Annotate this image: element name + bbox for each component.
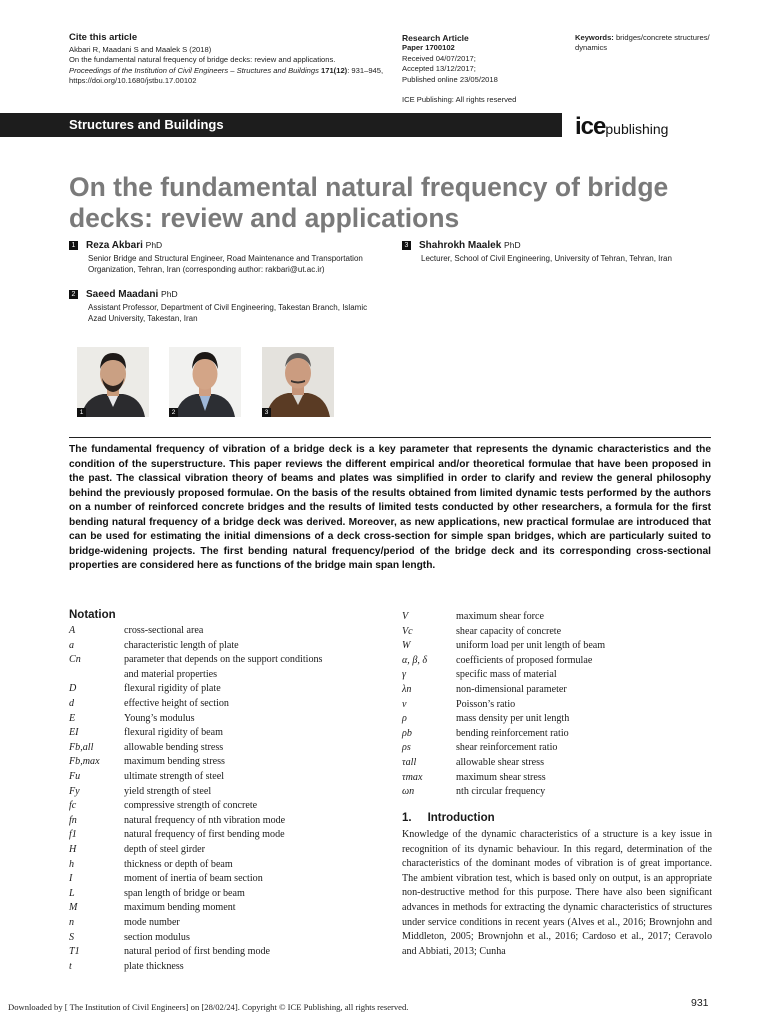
notation-symbol: λn xyxy=(402,684,412,695)
author-affiliation: Lecturer, School of Civil Engineering, University of Tehran, Tehran, Iran xyxy=(421,254,672,263)
notation-symbol: τmax xyxy=(402,771,423,783)
notation-symbol: S xyxy=(69,931,75,943)
notation-symbol: h xyxy=(69,858,75,870)
notation-definition: nth circular frequency xyxy=(456,786,546,798)
photo-number: 2 xyxy=(169,408,178,417)
notation-symbol: γ xyxy=(402,669,406,681)
notation-definition: section modulus xyxy=(124,931,190,943)
notation-definition: flexural rigidity of plate xyxy=(124,683,221,695)
notation-symbol: Fb,max xyxy=(69,756,100,768)
notation-definition: ultimate strength of steel xyxy=(124,771,225,782)
notation-symbol: ν xyxy=(402,698,407,710)
notation-symbol: ρs xyxy=(402,742,411,754)
author-1 xyxy=(69,240,162,251)
notation-symbol: V xyxy=(402,611,409,622)
notation-definition: Poisson’s ratio xyxy=(456,698,516,710)
ice-publishing-logo xyxy=(575,113,668,141)
notation-definition: coefficients of proposed formulae xyxy=(456,654,593,666)
abstract-divider xyxy=(69,437,711,438)
accepted-date: Accepted 13/12/2017; xyxy=(402,64,476,74)
notation-definition: specific mass of material xyxy=(456,669,557,681)
notation-symbol: Fb,all xyxy=(69,741,94,753)
photo-number: 1 xyxy=(77,408,86,417)
notation-symbol: A xyxy=(69,625,76,636)
logo-ice: ice xyxy=(575,113,606,140)
author-degree: PhD xyxy=(145,240,163,250)
article-type: Research Article xyxy=(402,33,469,43)
article-info xyxy=(402,33,516,105)
author-2 xyxy=(69,289,178,300)
citation-journal-line xyxy=(69,66,389,76)
logo-publishing: publishing xyxy=(605,121,669,137)
notation-symbol: fc xyxy=(69,800,77,812)
notation-symbol: Fy xyxy=(69,785,80,797)
notation-symbol: L xyxy=(69,887,75,899)
notation-definition: mode number xyxy=(124,917,180,928)
citation-journal: Proceedings of the Institution of Civil Engineers – Structures and Buildings xyxy=(69,65,319,75)
author-name: Reza Akbari xyxy=(86,240,143,251)
author-photo-3 xyxy=(262,347,334,417)
notation-symbol: f1 xyxy=(69,829,77,841)
notation-symbol: Vc xyxy=(402,625,413,637)
citation-volume: 171(12) xyxy=(321,65,348,75)
notation-definition: characteristic length of plate xyxy=(124,639,239,651)
notation-definition: bending reinforcement ratio xyxy=(456,727,569,739)
notation-symbol: D xyxy=(69,683,77,695)
notation-definition: span length of bridge or beam xyxy=(124,887,245,899)
rights-statement: ICE Publishing: All rights reserved xyxy=(402,95,517,105)
notation-definition: thickness or depth of beam xyxy=(124,858,233,870)
citation xyxy=(69,45,389,87)
notation-definition: moment of inertia of beam section xyxy=(124,873,263,885)
notation-symbol: E xyxy=(69,712,76,724)
notation-definition: maximum bending stress xyxy=(124,756,225,768)
notation-definition: non-dimensional parameter xyxy=(456,684,567,695)
notation-definition: and material properties xyxy=(124,668,218,680)
author-photo-1 xyxy=(77,347,149,417)
download-footer: Downloaded by [ The Institution of Civil Engineers] on [28/02/24]. Copyright © ICE Publishing, all rights reserved. xyxy=(8,1002,409,1012)
citation-authors: Akbari R, Maadani S and Maalek S (2018) xyxy=(69,45,212,54)
keywords-label: Keywords: xyxy=(575,33,614,42)
author-affiliation: Assistant Professor, Department of Civil Engineering, Takestan Branch, Islamic Azad University, Takestan, Iran xyxy=(88,303,368,324)
notation-definition: mass density per unit length xyxy=(456,713,570,725)
author-name: Saeed Maadani xyxy=(86,289,159,300)
abstract: The fundamental frequency of vibration of a bridge deck is a key parameter that represents the dynamic characteristics and the condition of the superstructure. This paper reviews the different empirical and/or theoretical formulae that have been proposed in the past. The classical vibration theory of beams and plates was simplified in order to clarify and review the general philosophy behind the previously proposed formulae. On the basis of the results obtained from limited dynamic tests performed by the authors on a number of reinforced concrete bridges and the results of limited tests conducted by other researchers, a formula for the first bending natural frequency of a bridge deck was derived. Moreover, as new applications, new practical formulae are introduced that can be used for estimating the initial dimensions of a deck cross-section for simple span bridges, which are particularly suited to bridge-widening projects. The first bending natural frequency/period of the bridge deck and its corresponding cross-sectional properties are considered here as functions of the bridge main span length. xyxy=(69,444,711,571)
author-3 xyxy=(402,240,521,251)
citation-title: On the fundamental natural frequency of bridge decks: review and applications. xyxy=(69,55,336,65)
author-name: Shahrokh Maalek xyxy=(419,240,502,251)
notation-definition: Young’s modulus xyxy=(124,712,195,724)
author-degree: PhD xyxy=(161,289,178,299)
paper-number: Paper 1700102 xyxy=(402,43,455,53)
notation-symbol: M xyxy=(69,902,78,914)
author-degree: PhD xyxy=(504,240,521,250)
notation-definition: effective height of section xyxy=(124,698,229,709)
notation-symbol: ρ xyxy=(402,713,407,725)
notation-symbol: W xyxy=(402,640,411,652)
notation-definition: allowable bending stress xyxy=(124,741,224,753)
notation-definition: natural frequency of nth vibration mode xyxy=(124,814,286,826)
notation-definition: shear reinforcement ratio xyxy=(456,742,558,754)
notation-symbol: d xyxy=(69,698,75,709)
notation-symbol: n xyxy=(69,917,75,928)
notation-symbol: Cn xyxy=(69,654,81,666)
notation-symbol: ρb xyxy=(402,727,412,739)
published-date: Published online 23/05/2018 xyxy=(402,74,498,84)
notation-symbol: α, β, δ xyxy=(402,654,428,666)
notation-symbol: Fu xyxy=(69,771,81,782)
notation-definition: parameter that depends on the support conditions xyxy=(124,654,323,666)
notation-definition: yield strength of steel xyxy=(124,785,212,797)
notation-definition: natural period of first bending mode xyxy=(124,946,271,958)
notation-symbol: fn xyxy=(69,814,77,826)
notation-symbol: t xyxy=(69,960,72,972)
author-number: 2 xyxy=(69,290,78,299)
received-date: Received 04/07/2017; xyxy=(402,53,476,63)
notation-symbol: ωn xyxy=(402,786,415,798)
notation-symbol: EI xyxy=(69,727,79,739)
notation-definition: maximum shear stress xyxy=(456,771,546,783)
section-name: Structures and Buildings xyxy=(69,117,224,132)
citation-pages: : 931–945, xyxy=(347,65,384,75)
section-heading-introduction: 1. Introduction xyxy=(402,812,495,824)
notation-definition: shear capacity of concrete xyxy=(456,625,562,637)
notation-symbol: τall xyxy=(402,757,417,768)
author-number: 1 xyxy=(69,241,78,250)
notation-definition: depth of steel girder xyxy=(124,844,206,855)
notation-symbol: I xyxy=(69,873,73,885)
notation-definition: flexural rigidity of beam xyxy=(124,727,223,739)
notation-definition: cross-sectional area xyxy=(124,625,204,636)
author-number: 3 xyxy=(402,241,411,250)
notation-definition: natural frequency of first bending mode xyxy=(124,829,285,841)
cite-heading: Cite this article xyxy=(69,32,138,43)
keywords xyxy=(575,33,725,54)
citation-doi[interactable]: https://doi.org/10.1680/jstbu.17.00102 xyxy=(69,76,197,86)
paper-title: On the fundamental natural frequency of bridge decks: review and applications xyxy=(69,172,669,233)
notation-definition: maximum shear force xyxy=(456,611,545,622)
page-number: 931 xyxy=(691,997,709,1009)
notation-definition: compressive strength of concrete xyxy=(124,800,258,812)
notation-symbol: T1 xyxy=(69,946,80,958)
notation-heading: Notation xyxy=(69,609,116,621)
notation-definition: allowable shear stress xyxy=(456,757,545,768)
photo-number: 3 xyxy=(262,408,271,417)
introduction-text: Knowledge of the dynamic characteristics of a structure is a key issue in recognition of its dynamic behaviour. In this regard, determination of the characteristics of the dominant modes of vibration is of great importance. The ambient vibration test, which is based only on output, is an appropriate non-destructive method for this purpose. There have also been significant advances in methods for extracting the dynamic characteristics of structures under service conditions in recent years (Alves et al., 2016; Brownjohn and Middleton, 2005; Brownjohn et al., 2016; Cardoso et al., 2017; Ceravolo and Abbiati, 2013; Cunha xyxy=(402,829,712,957)
notation-symbol: a xyxy=(69,639,75,651)
author-photo-2 xyxy=(169,347,241,417)
notation-definition: plate thickness xyxy=(124,960,184,972)
author-affiliation: Senior Bridge and Structural Engineer, Road Maintenance and Transportation Organization, Tehran, Iran (corresponding author: rakbari@ut.ac.ir) xyxy=(88,254,363,275)
notation-symbol: H xyxy=(69,844,77,855)
keywords-value: bridges/concrete structures/ dynamics xyxy=(575,33,710,53)
notation-definition: maximum bending moment xyxy=(124,902,236,914)
notation-definition: uniform load per unit length of beam xyxy=(456,640,606,652)
